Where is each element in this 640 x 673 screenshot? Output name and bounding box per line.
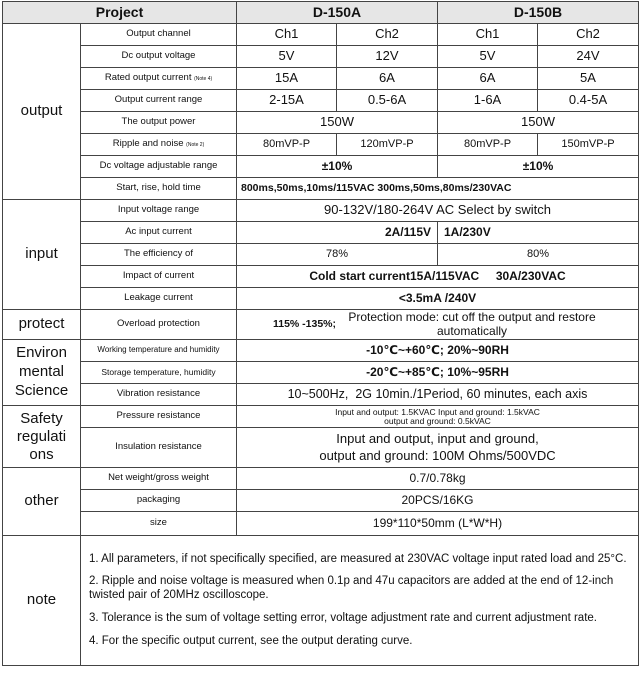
row-label: Pressure resistance	[81, 406, 237, 428]
row-label: packaging	[81, 490, 237, 512]
cell-b-ch2: Ch2	[538, 24, 639, 46]
insulation-line-2: output and ground: 100M Ohms/500VDC	[319, 447, 556, 463]
output-channel-row	[3, 24, 639, 46]
row-label-text: Rated output current	[104, 72, 192, 84]
insulation-row	[3, 428, 639, 468]
other-section-label: other	[3, 468, 81, 536]
cell-a: 78%	[237, 244, 438, 266]
rated-current-row	[3, 68, 639, 90]
cell-b: 150W	[438, 112, 639, 134]
row-label: Working temperature and humidity	[81, 340, 237, 362]
voltage-adjust-row	[3, 156, 639, 178]
notes-cell	[81, 536, 639, 666]
protect-section-label: protect	[3, 310, 81, 340]
efficiency-row	[3, 244, 639, 266]
note-section-label: note	[3, 536, 81, 666]
row-label: Net weight/gross weight	[81, 468, 237, 490]
row-label: Start, rise, hold time	[81, 178, 237, 200]
cell-a-ch1: Ch1	[237, 24, 337, 46]
pressure-row	[3, 406, 639, 428]
cell-a-ch1: 2-15A	[237, 90, 337, 112]
size-row	[3, 512, 639, 536]
row-label-text: Ripple and noise	[112, 138, 184, 150]
input-voltage-row	[3, 200, 639, 222]
current-range-row	[3, 90, 639, 112]
cell-value: Cold start current15A/115VAC 30A/230VAC	[237, 266, 639, 288]
output-section-label: output	[3, 24, 81, 200]
insulation-line-1: Input and output, input and ground,	[336, 431, 539, 447]
row-label: Leakage current	[81, 288, 237, 310]
storage-temp-row	[3, 362, 639, 384]
output-power-row	[3, 112, 639, 134]
row-label: Storage temperature, humidity	[81, 362, 237, 384]
cell-value	[237, 428, 639, 468]
cell-a-ch2: 6A	[337, 68, 438, 90]
note-item: 4. For the specific output current, see the output derating curve.	[89, 634, 413, 647]
leakage-row	[3, 288, 639, 310]
cell-value: <3.5mA /240V	[237, 288, 639, 310]
row-label: Ac input current	[81, 222, 237, 244]
note-row	[3, 536, 639, 666]
cell-b-ch1: 5V	[438, 46, 538, 68]
cell-a: ±10%	[237, 156, 438, 178]
dc-voltage-row	[3, 46, 639, 68]
row-label: Vibration resistance	[81, 384, 237, 406]
spec-table	[2, 1, 639, 666]
row-label: Impact of current	[81, 266, 237, 288]
row-label: The output power	[81, 112, 237, 134]
row-label: The efficiency of	[81, 244, 237, 266]
cell-a-ch1: 15A	[237, 68, 337, 90]
header-row	[3, 2, 639, 24]
cell-b-ch1: 80mVP-P	[438, 134, 538, 156]
cell-b-ch2: 150mVP-P	[538, 134, 639, 156]
row-label: Output current range	[81, 90, 237, 112]
cell-a-ch2: Ch2	[337, 24, 438, 46]
environ-section-label: Environ mental Science	[3, 340, 81, 406]
cell-value: 0.7/0.78kg	[237, 468, 639, 490]
row-label	[81, 68, 237, 90]
note-item: 1. All parameters, if not specifically specified, are measured at 230VAC voltage input rated load and 25°C.	[89, 552, 627, 565]
overload-row	[3, 310, 639, 340]
weight-row	[3, 468, 639, 490]
cell-b-ch2: 5A	[538, 68, 639, 90]
row-label: Output channel	[81, 24, 237, 46]
ripple-noise-row	[3, 134, 639, 156]
cell-value: -20℃~+85℃; 10%~95RH	[237, 362, 639, 384]
cell-value	[237, 310, 639, 340]
overload-range: 115% -135%;	[272, 317, 337, 330]
cell-b-ch1: 6A	[438, 68, 538, 90]
cell-value	[237, 406, 639, 428]
protection-mode: Protection mode: cut off the output and restore automatically	[348, 310, 596, 338]
row-label: Dc voltage adjustable range	[81, 156, 237, 178]
safety-section-label: Safety regulati ons	[3, 406, 81, 468]
cell-a-ch1: 80mVP-P	[237, 134, 337, 156]
row-label	[81, 134, 237, 156]
cell-a-ch1: 5V	[237, 46, 337, 68]
cell-a-ch2: 0.5-6A	[337, 90, 438, 112]
impact-current-row	[3, 266, 639, 288]
cell-b: 80%	[438, 244, 639, 266]
row-label: Overload protection	[81, 310, 237, 340]
row-label-note: (Note 4)	[194, 76, 213, 83]
ac-current-row	[3, 222, 639, 244]
working-temp-row	[3, 340, 639, 362]
cell-value: 199*110*50mm (L*W*H)	[237, 512, 639, 536]
cell-a: 2A/115V	[237, 222, 438, 244]
model-a-header: D-150A	[237, 2, 438, 24]
row-label: Dc output voltage	[81, 46, 237, 68]
row-label-note: (Note 2)	[186, 142, 205, 149]
model-b-header: D-150B	[438, 2, 639, 24]
cell-b-ch2: 0.4-5A	[538, 90, 639, 112]
cell-b: ±10%	[438, 156, 639, 178]
cell-value: 90-132V/180-264V AC Select by switch	[237, 200, 639, 222]
input-section-label: input	[3, 200, 81, 310]
pressure-line-2: output and ground: 0.5kVAC	[384, 415, 491, 426]
cell-value: 20PCS/16KG	[237, 490, 639, 512]
cell-b-ch1: 1-6A	[438, 90, 538, 112]
note-item: 3. Tolerance is the sum of voltage setting error, voltage adjustment rate and current adjustment rate.	[89, 611, 597, 624]
note-item: 2. Ripple and noise voltage is measured when 0.1p and 47u capacitors are added at the end of 12-inch twisted pair of 20MHz oscilloscope.	[89, 575, 614, 602]
cell-a-ch2: 12V	[337, 46, 438, 68]
vibration-row	[3, 384, 639, 406]
timing-row	[3, 178, 639, 200]
cell-value: 800ms,50ms,10ms/115VAC 300ms,50ms,80ms/230VAC	[237, 178, 639, 200]
cell-b-ch2: 24V	[538, 46, 639, 68]
row-label: Input voltage range	[81, 200, 237, 222]
cell-b-ch1: Ch1	[438, 24, 538, 46]
project-header: Project	[3, 2, 237, 24]
packaging-row	[3, 490, 639, 512]
row-label: Insulation resistance	[81, 428, 237, 468]
cell-a-ch2: 120mVP-P	[337, 134, 438, 156]
cell-value: 10~500Hz, 2G 10min./1Period, 60 minutes, each axis	[237, 384, 639, 406]
cell-value: -10℃~+60℃; 20%~90RH	[237, 340, 639, 362]
cell-a: 150W	[237, 112, 438, 134]
cell-b: 1A/230V	[438, 222, 639, 244]
pressure-line-1: Input and output: 1.5KVAC Input and ground: 1.5kVAC	[335, 406, 540, 417]
row-label: size	[81, 512, 237, 536]
